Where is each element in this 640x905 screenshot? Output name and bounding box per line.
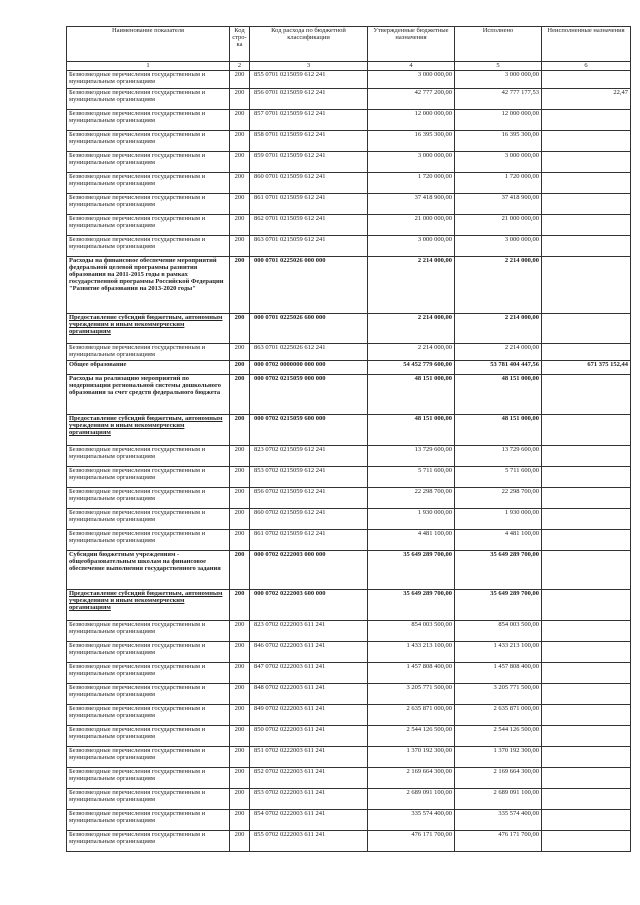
table-row bbox=[67, 551, 631, 590]
table-row bbox=[67, 173, 631, 194]
indicator-name: Расходы на реализацию мероприятий по модернизации региональной системы дошкольного образования за счет средств федерального бюджета bbox=[67, 375, 230, 415]
unexecuted-amount bbox=[542, 705, 631, 726]
line-code: 200 bbox=[230, 344, 250, 361]
approved-amount: 13 729 600,00 bbox=[368, 446, 455, 467]
executed-amount: 1 433 213 100,00 bbox=[455, 642, 542, 663]
indicator-name: Безвозмездные перечисления государственным и муниципальным организациям bbox=[67, 747, 230, 768]
table-row bbox=[67, 789, 631, 810]
indicator-name: Субсидии бюджетным учреждениям - общеобразовательным школам на финансовое обеспечение выполнения государственного задания bbox=[67, 551, 230, 590]
executed-amount: 3 000 000,00 bbox=[455, 152, 542, 173]
line-code: 200 bbox=[230, 446, 250, 467]
budget-code: 849 0702 0222003 611 241 bbox=[250, 705, 368, 726]
line-code: 200 bbox=[230, 314, 250, 344]
approved-amount: 2 214 000,00 bbox=[368, 344, 455, 361]
table-row bbox=[67, 768, 631, 789]
indicator-name: Безвозмездные перечисления государственным и муниципальным организациям bbox=[67, 89, 230, 110]
budget-code: 856 0701 0215059 612 241 bbox=[250, 89, 368, 110]
table-row bbox=[67, 415, 631, 446]
line-code: 200 bbox=[230, 361, 250, 375]
approved-amount: 2 689 091 100,00 bbox=[368, 789, 455, 810]
table-row bbox=[67, 810, 631, 831]
line-code: 200 bbox=[230, 375, 250, 415]
table-row bbox=[67, 705, 631, 726]
indicator-name: Безвозмездные перечисления государственным и муниципальным организациям bbox=[67, 705, 230, 726]
approved-amount: 35 649 289 700,00 bbox=[368, 590, 455, 621]
table-row bbox=[67, 509, 631, 530]
approved-amount: 4 481 100,00 bbox=[368, 530, 455, 551]
unexecuted-amount bbox=[542, 375, 631, 415]
line-code: 200 bbox=[230, 467, 250, 488]
budget-code: 851 0702 0222003 611 241 bbox=[250, 747, 368, 768]
unexecuted-amount bbox=[542, 530, 631, 551]
line-code: 200 bbox=[230, 684, 250, 705]
executed-amount: 854 003 500,00 bbox=[455, 621, 542, 642]
approved-amount: 1 930 000,00 bbox=[368, 509, 455, 530]
budget-code: 850 0702 0222003 611 241 bbox=[250, 726, 368, 747]
line-code: 200 bbox=[230, 705, 250, 726]
table-row bbox=[67, 467, 631, 488]
unexecuted-amount bbox=[542, 810, 631, 831]
budget-code: 855 0701 0215059 612 241 bbox=[250, 71, 368, 89]
unexecuted-amount bbox=[542, 467, 631, 488]
executed-amount: 35 649 289 700,00 bbox=[455, 551, 542, 590]
indicator-name: Безвозмездные перечисления государственным и муниципальным организациям bbox=[67, 215, 230, 236]
indicator-name: Безвозмездные перечисления государственным и муниципальным организациям bbox=[67, 509, 230, 530]
approved-amount: 1 433 213 100,00 bbox=[368, 642, 455, 663]
unexecuted-amount bbox=[542, 663, 631, 684]
budget-code: 859 0701 0215059 612 241 bbox=[250, 152, 368, 173]
approved-amount: 1 370 192 300,00 bbox=[368, 747, 455, 768]
table-row bbox=[67, 621, 631, 642]
indicator-name: Безвозмездные перечисления государственным и муниципальным организациям bbox=[67, 530, 230, 551]
unexecuted-amount: 22,47 bbox=[542, 89, 631, 110]
header-executed: Исполнено bbox=[455, 27, 542, 62]
table-row bbox=[67, 236, 631, 257]
unexecuted-amount bbox=[542, 488, 631, 509]
indicator-name: Безвозмездные перечисления государственным и муниципальным организациям bbox=[67, 684, 230, 705]
indicator-name: Предоставление субсидий бюджетным, автономным учреждениям и иным некоммерческим организациям bbox=[67, 415, 230, 446]
approved-amount: 3 000 000,00 bbox=[368, 152, 455, 173]
line-code: 200 bbox=[230, 590, 250, 621]
indicator-name: Расходы на финансовое обеспечение мероприятий федеральной целевой программы развития образования на 2011-2015 годы в рамках государственной программы Российской Федерации "Развитие образования на 2013-2020 годы" bbox=[67, 257, 230, 314]
indicator-name: Безвозмездные перечисления государственным и муниципальным организациям bbox=[67, 71, 230, 89]
executed-amount: 2 169 664 300,00 bbox=[455, 768, 542, 789]
line-code: 200 bbox=[230, 726, 250, 747]
approved-amount: 48 151 000,00 bbox=[368, 415, 455, 446]
line-code: 200 bbox=[230, 173, 250, 194]
budget-code: 848 0702 0222003 611 241 bbox=[250, 684, 368, 705]
executed-amount: 1 720 000,00 bbox=[455, 173, 542, 194]
budget-code: 853 0702 0215059 612 241 bbox=[250, 467, 368, 488]
executed-amount: 22 298 700,00 bbox=[455, 488, 542, 509]
approved-amount: 37 418 900,00 bbox=[368, 194, 455, 215]
indicator-name: Безвозмездные перечисления государственным и муниципальным организациям bbox=[67, 810, 230, 831]
executed-amount: 1 370 192 300,00 bbox=[455, 747, 542, 768]
line-code: 200 bbox=[230, 215, 250, 236]
budget-code: 863 0701 0215059 612 241 bbox=[250, 236, 368, 257]
executed-amount: 1 930 000,00 bbox=[455, 509, 542, 530]
approved-amount: 22 298 700,00 bbox=[368, 488, 455, 509]
indicator-name: Безвозмездные перечисления государственным и муниципальным организациям bbox=[67, 488, 230, 509]
executed-amount: 2 214 000,00 bbox=[455, 344, 542, 361]
line-code: 200 bbox=[230, 71, 250, 89]
table-row bbox=[67, 590, 631, 621]
line-code: 200 bbox=[230, 551, 250, 590]
line-code: 200 bbox=[230, 747, 250, 768]
executed-amount: 35 649 289 700,00 bbox=[455, 590, 542, 621]
budget-code: 847 0702 0222003 611 241 bbox=[250, 663, 368, 684]
executed-amount: 3 000 000,00 bbox=[455, 236, 542, 257]
line-code: 200 bbox=[230, 488, 250, 509]
indicator-name: Безвозмездные перечисления государственным и муниципальным организациям bbox=[67, 467, 230, 488]
executed-amount: 476 171 700,00 bbox=[455, 831, 542, 852]
executed-amount: 37 418 900,00 bbox=[455, 194, 542, 215]
unexecuted-amount bbox=[542, 131, 631, 152]
unexecuted-amount bbox=[542, 747, 631, 768]
approved-amount: 2 635 871 000,00 bbox=[368, 705, 455, 726]
line-code: 200 bbox=[230, 831, 250, 852]
executed-amount: 2 689 091 100,00 bbox=[455, 789, 542, 810]
unexecuted-amount bbox=[542, 236, 631, 257]
table-row bbox=[67, 89, 631, 110]
budget-code: 000 0702 0222003 000 000 bbox=[250, 551, 368, 590]
line-code: 200 bbox=[230, 810, 250, 831]
table-row bbox=[67, 344, 631, 361]
indicator-name: Предоставление субсидий бюджетным, автономным учреждениям и иным некоммерческим организациям bbox=[67, 590, 230, 621]
executed-amount: 335 574 400,00 bbox=[455, 810, 542, 831]
header-name: Наименование показателя bbox=[67, 27, 230, 62]
indicator-name: Безвозмездные перечисления государственным и муниципальным организациям bbox=[67, 642, 230, 663]
table-row bbox=[67, 257, 631, 314]
executed-amount: 2 214 000,00 bbox=[455, 314, 542, 344]
unexecuted-amount bbox=[542, 789, 631, 810]
indicator-name: Безвозмездные перечисления государственным и муниципальным организациям bbox=[67, 621, 230, 642]
executed-amount: 13 729 600,00 bbox=[455, 446, 542, 467]
executed-amount: 16 395 300,00 bbox=[455, 131, 542, 152]
header-unexecuted: Неисполненные назначения bbox=[542, 27, 631, 62]
budget-code: 823 0702 0215059 612 241 bbox=[250, 446, 368, 467]
executed-amount: 3 000 000,00 bbox=[455, 71, 542, 89]
column-number: 1 bbox=[67, 62, 230, 71]
line-code: 200 bbox=[230, 621, 250, 642]
header-approved: Утвержденные бюджетные назначения bbox=[368, 27, 455, 62]
unexecuted-amount bbox=[542, 215, 631, 236]
table-row bbox=[67, 488, 631, 509]
indicator-name: Безвозмездные перечисления государственным и муниципальным организациям bbox=[67, 768, 230, 789]
table-row bbox=[67, 71, 631, 89]
line-code: 200 bbox=[230, 257, 250, 314]
header-budget-code: Код расхода по бюджетной классификации bbox=[250, 27, 368, 62]
executed-amount: 48 151 000,00 bbox=[455, 375, 542, 415]
approved-amount: 16 395 300,00 bbox=[368, 131, 455, 152]
approved-amount: 854 003 500,00 bbox=[368, 621, 455, 642]
approved-amount: 5 711 600,00 bbox=[368, 467, 455, 488]
line-code: 200 bbox=[230, 530, 250, 551]
unexecuted-amount bbox=[542, 173, 631, 194]
table-row bbox=[67, 361, 631, 375]
unexecuted-amount bbox=[542, 509, 631, 530]
indicator-name: Безвозмездные перечисления государственным и муниципальным организациям bbox=[67, 152, 230, 173]
budget-code: 000 0701 0225026 600 000 bbox=[250, 314, 368, 344]
table-row bbox=[67, 215, 631, 236]
budget-code: 863 0701 0225026 612 241 bbox=[250, 344, 368, 361]
table-row bbox=[67, 152, 631, 173]
budget-code: 000 0702 0000000 000 000 bbox=[250, 361, 368, 375]
table-row bbox=[67, 446, 631, 467]
table-row bbox=[67, 131, 631, 152]
unexecuted-amount bbox=[542, 194, 631, 215]
line-code: 200 bbox=[230, 642, 250, 663]
column-number: 2 bbox=[230, 62, 250, 71]
approved-amount: 35 649 289 700,00 bbox=[368, 551, 455, 590]
unexecuted-amount bbox=[542, 71, 631, 89]
executed-amount: 4 481 100,00 bbox=[455, 530, 542, 551]
executed-amount: 1 457 808 400,00 bbox=[455, 663, 542, 684]
budget-execution-table bbox=[66, 26, 631, 852]
line-code: 200 bbox=[230, 110, 250, 131]
executed-amount: 2 635 871 000,00 bbox=[455, 705, 542, 726]
indicator-name: Безвозмездные перечисления государственным и муниципальным организациям bbox=[67, 236, 230, 257]
executed-amount: 3 205 771 500,00 bbox=[455, 684, 542, 705]
approved-amount: 21 000 000,00 bbox=[368, 215, 455, 236]
unexecuted-amount bbox=[542, 621, 631, 642]
executed-amount: 53 781 404 447,56 bbox=[455, 361, 542, 375]
indicator-name: Безвозмездные перечисления государственным и муниципальным организациям bbox=[67, 831, 230, 852]
line-code: 200 bbox=[230, 663, 250, 684]
approved-amount: 1 457 808 400,00 bbox=[368, 663, 455, 684]
unexecuted-amount: 671 375 152,44 bbox=[542, 361, 631, 375]
unexecuted-amount bbox=[542, 152, 631, 173]
line-code: 200 bbox=[230, 89, 250, 110]
approved-amount: 2 544 126 500,00 bbox=[368, 726, 455, 747]
approved-amount: 1 720 000,00 bbox=[368, 173, 455, 194]
unexecuted-amount bbox=[542, 768, 631, 789]
budget-code: 858 0701 0215059 612 241 bbox=[250, 131, 368, 152]
header-row bbox=[67, 27, 631, 62]
line-code: 200 bbox=[230, 152, 250, 173]
budget-code: 000 0702 0215059 000 000 bbox=[250, 375, 368, 415]
budget-code: 860 0702 0215059 612 241 bbox=[250, 509, 368, 530]
table-row bbox=[67, 831, 631, 852]
line-code: 200 bbox=[230, 415, 250, 446]
approved-amount: 476 171 700,00 bbox=[368, 831, 455, 852]
table-row bbox=[67, 642, 631, 663]
line-code: 200 bbox=[230, 194, 250, 215]
budget-code: 862 0701 0215059 612 241 bbox=[250, 215, 368, 236]
line-code: 200 bbox=[230, 236, 250, 257]
budget-code: 861 0701 0215059 612 241 bbox=[250, 194, 368, 215]
table-row bbox=[67, 726, 631, 747]
approved-amount: 54 452 779 600,00 bbox=[368, 361, 455, 375]
budget-code: 852 0702 0222003 611 241 bbox=[250, 768, 368, 789]
budget-code: 861 0702 0215059 612 241 bbox=[250, 530, 368, 551]
unexecuted-amount bbox=[542, 831, 631, 852]
budget-code: 000 0702 0222003 600 000 bbox=[250, 590, 368, 621]
unexecuted-amount bbox=[542, 642, 631, 663]
line-code: 200 bbox=[230, 768, 250, 789]
executed-amount: 21 000 000,00 bbox=[455, 215, 542, 236]
unexecuted-amount bbox=[542, 590, 631, 621]
budget-code: 854 0702 0222003 611 241 bbox=[250, 810, 368, 831]
line-code: 200 bbox=[230, 789, 250, 810]
budget-code: 857 0701 0215059 612 241 bbox=[250, 110, 368, 131]
approved-amount: 2 214 000,00 bbox=[368, 314, 455, 344]
executed-amount: 2 214 000,00 bbox=[455, 257, 542, 314]
approved-amount: 48 151 000,00 bbox=[368, 375, 455, 415]
unexecuted-amount bbox=[542, 314, 631, 344]
indicator-name: Безвозмездные перечисления государственным и муниципальным организациям bbox=[67, 194, 230, 215]
unexecuted-amount bbox=[542, 551, 631, 590]
unexecuted-amount bbox=[542, 446, 631, 467]
indicator-name: Безвозмездные перечисления государственным и муниципальным организациям bbox=[67, 663, 230, 684]
approved-amount: 12 000 000,00 bbox=[368, 110, 455, 131]
table-row bbox=[67, 684, 631, 705]
table-row bbox=[67, 194, 631, 215]
approved-amount: 3 000 000,00 bbox=[368, 236, 455, 257]
budget-code: 000 0702 0215059 600 000 bbox=[250, 415, 368, 446]
budget-code: 000 0701 0225026 000 000 bbox=[250, 257, 368, 314]
table-row bbox=[67, 375, 631, 415]
line-code: 200 bbox=[230, 131, 250, 152]
column-number: 3 bbox=[250, 62, 368, 71]
table-row bbox=[67, 110, 631, 131]
header-line-code: Код стро-ка bbox=[230, 27, 250, 62]
indicator-name: Безвозмездные перечисления государственным и муниципальным организациям bbox=[67, 344, 230, 361]
approved-amount: 3 000 000,00 bbox=[368, 71, 455, 89]
indicator-name: Общее образование bbox=[67, 361, 230, 375]
executed-amount: 48 151 000,00 bbox=[455, 415, 542, 446]
executed-amount: 42 777 177,53 bbox=[455, 89, 542, 110]
indicator-name: Предоставление субсидий бюджетным, автономным учреждениям и иным некоммерческим организациям bbox=[67, 314, 230, 344]
approved-amount: 2 169 664 300,00 bbox=[368, 768, 455, 789]
unexecuted-amount bbox=[542, 726, 631, 747]
unexecuted-amount bbox=[542, 110, 631, 131]
approved-amount: 42 777 200,00 bbox=[368, 89, 455, 110]
line-code: 200 bbox=[230, 509, 250, 530]
indicator-name: Безвозмездные перечисления государственным и муниципальным организациям bbox=[67, 131, 230, 152]
table-row bbox=[67, 747, 631, 768]
column-number: 5 bbox=[455, 62, 542, 71]
unexecuted-amount bbox=[542, 257, 631, 314]
indicator-name: Безвозмездные перечисления государственным и муниципальным организациям bbox=[67, 726, 230, 747]
executed-amount: 12 000 000,00 bbox=[455, 110, 542, 131]
budget-code: 846 0702 0222003 611 241 bbox=[250, 642, 368, 663]
indicator-name: Безвозмездные перечисления государственным и муниципальным организациям bbox=[67, 789, 230, 810]
budget-code: 823 0702 0222003 611 241 bbox=[250, 621, 368, 642]
table-row bbox=[67, 314, 631, 344]
indicator-name: Безвозмездные перечисления государственным и муниципальным организациям bbox=[67, 446, 230, 467]
table-row bbox=[67, 663, 631, 684]
executed-amount: 5 711 600,00 bbox=[455, 467, 542, 488]
approved-amount: 335 574 400,00 bbox=[368, 810, 455, 831]
budget-code: 856 0702 0215059 612 241 bbox=[250, 488, 368, 509]
approved-amount: 3 205 771 500,00 bbox=[368, 684, 455, 705]
budget-code: 860 0701 0215059 612 241 bbox=[250, 173, 368, 194]
indicator-name: Безвозмездные перечисления государственным и муниципальным организациям bbox=[67, 173, 230, 194]
column-number: 6 bbox=[542, 62, 631, 71]
executed-amount: 2 544 126 500,00 bbox=[455, 726, 542, 747]
table-row bbox=[67, 530, 631, 551]
approved-amount: 2 214 000,00 bbox=[368, 257, 455, 314]
table-body bbox=[67, 71, 631, 852]
unexecuted-amount bbox=[542, 344, 631, 361]
indicator-name: Безвозмездные перечисления государственным и муниципальным организациям bbox=[67, 110, 230, 131]
unexecuted-amount bbox=[542, 684, 631, 705]
column-number: 4 bbox=[368, 62, 455, 71]
unexecuted-amount bbox=[542, 415, 631, 446]
column-number-row bbox=[67, 62, 631, 71]
budget-code: 855 0702 0222003 611 241 bbox=[250, 831, 368, 852]
budget-code: 853 0702 0222003 611 241 bbox=[250, 789, 368, 810]
